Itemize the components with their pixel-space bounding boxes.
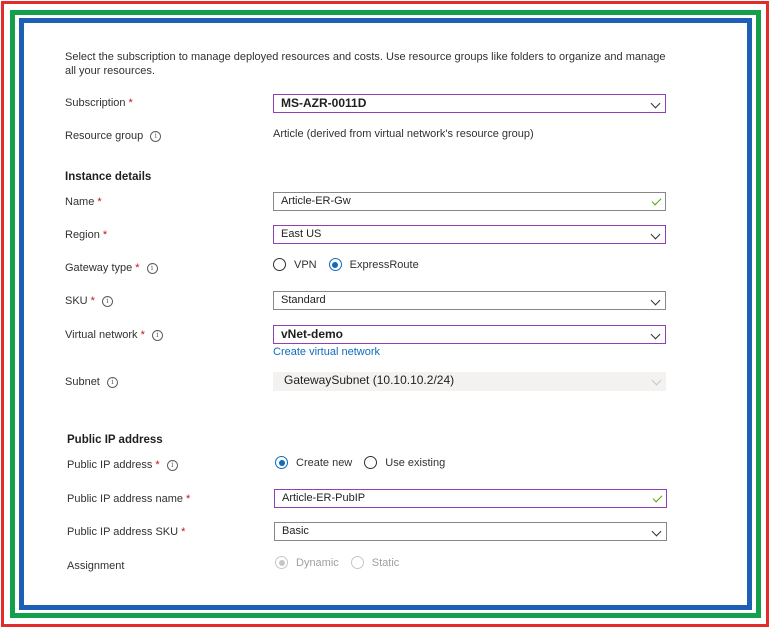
radio-button-selected-icon[interactable] bbox=[275, 456, 288, 469]
region-dropdown[interactable] bbox=[273, 225, 666, 244]
radio-button-icon[interactable] bbox=[351, 556, 364, 569]
required-mark: * bbox=[185, 493, 191, 505]
virtual-network-label: Virtual network * i bbox=[65, 329, 163, 341]
radio-button-selected-icon[interactable] bbox=[275, 556, 288, 569]
public-ip-sku-label: Public IP address SKU * bbox=[67, 526, 186, 538]
name-label: Name * bbox=[65, 196, 102, 208]
chevron-down-icon bbox=[651, 99, 661, 109]
radio-use-existing[interactable]: Use existing bbox=[364, 456, 445, 469]
create-virtual-network-link[interactable]: Create virtual network bbox=[273, 346, 380, 358]
public-ip-sku-value: Basic bbox=[282, 525, 309, 537]
required-mark: * bbox=[97, 196, 102, 208]
instance-details-heading: Instance details bbox=[65, 171, 152, 183]
subscription-dropdown[interactable] bbox=[273, 94, 666, 113]
required-mark: * bbox=[135, 262, 140, 274]
radio-button-icon[interactable] bbox=[273, 258, 286, 271]
resource-group-label: Resource group i bbox=[65, 130, 161, 142]
radio-vpn[interactable]: VPN bbox=[273, 258, 317, 271]
public-ip-name-value: Article-ER-PubIP bbox=[282, 492, 366, 504]
virtual-network-value: vNet-demo bbox=[281, 327, 344, 341]
sku-value: Standard bbox=[281, 294, 326, 306]
checkmark-icon bbox=[653, 493, 663, 503]
region-value: East US bbox=[281, 228, 322, 240]
chevron-down-icon bbox=[652, 527, 662, 537]
intro-text: Select the subscription to manage deployed resources and costs. Use resource groups like folders to organize and manage all your resources. bbox=[65, 51, 666, 77]
radio-create-new[interactable]: Create new bbox=[275, 456, 352, 469]
checkmark-icon bbox=[652, 196, 662, 206]
required-mark: * bbox=[140, 329, 145, 341]
subscription-label: Subscription * bbox=[65, 97, 133, 109]
info-icon[interactable]: i bbox=[147, 263, 158, 274]
radio-expressroute[interactable]: ExpressRoute bbox=[329, 258, 419, 271]
info-icon[interactable]: i bbox=[152, 330, 163, 341]
chevron-down-icon bbox=[651, 330, 661, 340]
public-ip-address-label: Public IP address * i bbox=[67, 459, 178, 471]
assignment-radio-group bbox=[275, 556, 411, 569]
radio-dynamic[interactable]: Dynamic bbox=[275, 556, 339, 569]
radio-button-selected-icon[interactable] bbox=[329, 258, 342, 271]
public-ip-name-input[interactable] bbox=[274, 489, 667, 508]
public-ip-radio-group bbox=[275, 456, 457, 469]
info-icon[interactable]: i bbox=[102, 296, 113, 307]
virtual-network-dropdown[interactable] bbox=[273, 325, 666, 344]
subscription-value: MS-AZR-0011D bbox=[281, 96, 367, 110]
required-mark: * bbox=[181, 526, 186, 538]
chevron-down-icon bbox=[652, 376, 662, 386]
required-mark: * bbox=[102, 229, 108, 241]
public-ip-sku-dropdown[interactable] bbox=[274, 522, 667, 541]
chevron-down-icon bbox=[651, 230, 661, 240]
sku-label: SKU * i bbox=[65, 295, 113, 307]
public-ip-heading: Public IP address bbox=[67, 434, 163, 446]
subnet-dropdown[interactable] bbox=[273, 372, 666, 391]
resource-group-value: Article (derived from virtual network's resource group) bbox=[273, 128, 534, 140]
subnet-value: GatewaySubnet (10.10.10.2/24) bbox=[284, 373, 455, 387]
public-ip-name-label: Public IP address name * bbox=[67, 493, 191, 505]
name-value: Article-ER-Gw bbox=[281, 195, 351, 207]
assignment-label: Assignment bbox=[67, 560, 125, 572]
sku-dropdown[interactable] bbox=[273, 291, 666, 310]
region-label: Region * bbox=[65, 229, 108, 241]
radio-button-icon[interactable] bbox=[364, 456, 377, 469]
info-icon[interactable]: i bbox=[107, 377, 118, 388]
name-input[interactable] bbox=[273, 192, 666, 211]
gateway-type-radio-group bbox=[273, 258, 431, 271]
subnet-label: Subnet i bbox=[65, 376, 118, 388]
info-icon[interactable]: i bbox=[167, 460, 178, 471]
required-mark: * bbox=[128, 97, 133, 109]
chevron-down-icon bbox=[651, 296, 661, 306]
required-mark: * bbox=[155, 459, 160, 471]
info-icon[interactable]: i bbox=[150, 131, 161, 142]
radio-static[interactable]: Static bbox=[351, 556, 400, 569]
required-mark: * bbox=[90, 295, 95, 307]
gateway-type-label: Gateway type * i bbox=[65, 262, 158, 274]
